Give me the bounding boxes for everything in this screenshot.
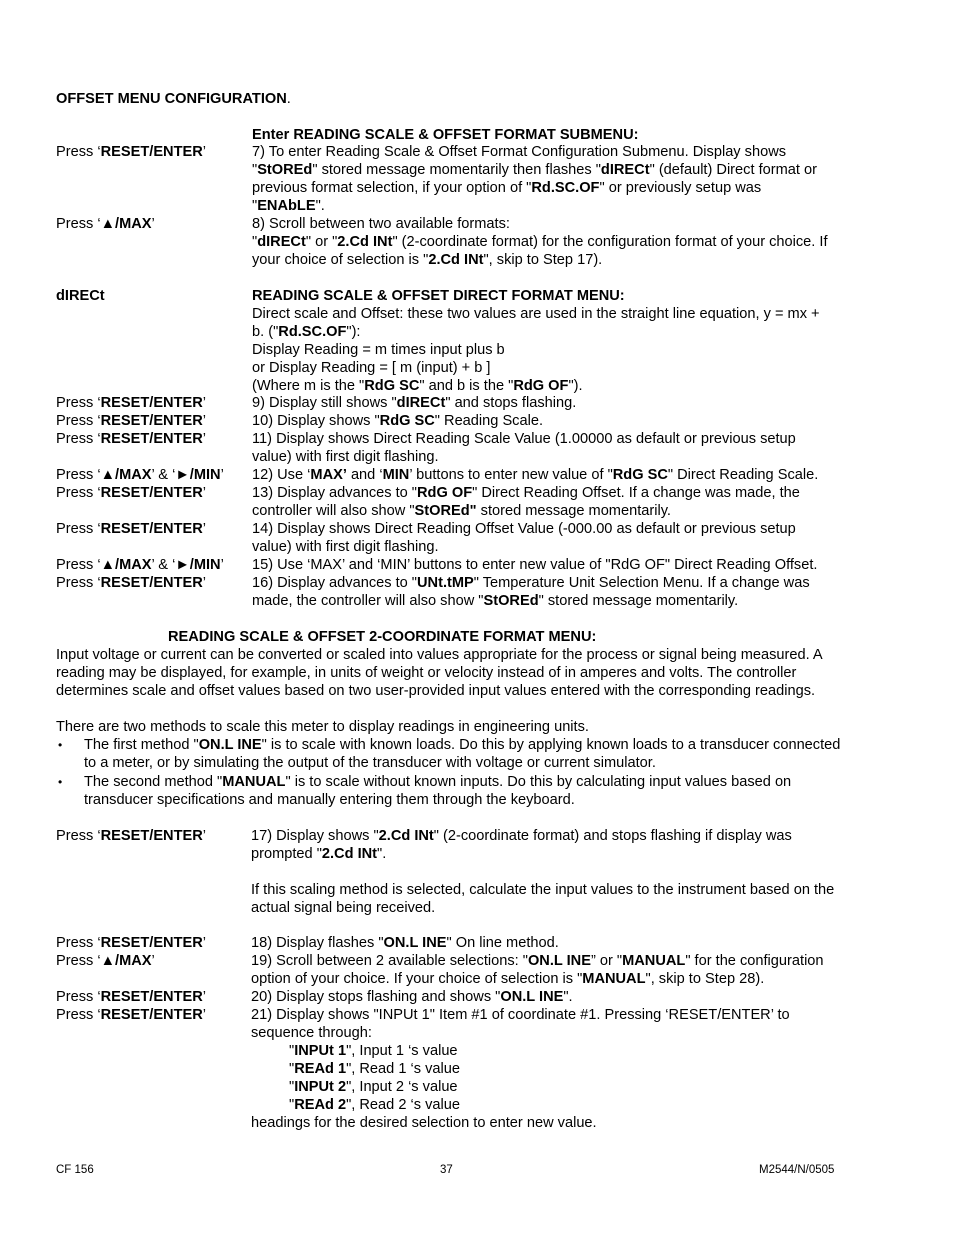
step-11-line-2: value) with first digit flashing. bbox=[252, 449, 439, 465]
step-7-key: Press ‘RESET/ENTER’ bbox=[56, 144, 207, 160]
step-16-line-2: made, the controller will also show "StOREd" stored message momentarily. bbox=[252, 593, 739, 609]
step-9-key: Press ‘RESET/ENTER’ bbox=[56, 395, 207, 411]
step-19-line-2: option of your choice. If your choice of selection is "MANUAL", skip to Step 28). bbox=[251, 971, 765, 987]
bullet-1-line-1: The first method "ON.L INE" is to scale with known loads. Do this by applying known loads to a transducer connected bbox=[84, 737, 841, 753]
direct-line-5: (Where m is the "RdG SC" and b is the "RdG OF"). bbox=[252, 378, 583, 394]
direct-line-4: or Display Reading = [ m (input) + b ] bbox=[252, 360, 491, 376]
step-20-key: Press ‘RESET/ENTER’ bbox=[56, 989, 207, 1005]
direct-menu-title: READING SCALE & OFFSET DIRECT FORMAT MENU: bbox=[252, 288, 625, 304]
step-20-line-1: 20) Display stops flashing and shows "ON.L INE". bbox=[251, 989, 573, 1005]
direct-line-2: b. ("Rd.SC.OF"): bbox=[252, 324, 361, 340]
paragraph-line: determines scale and offset values based on two user-provided input values entered with the corresponding readings. bbox=[56, 683, 816, 699]
step-16-line-1: 16) Display advances to "UNt.tMP" Temperature Unit Selection Menu. If a change was bbox=[252, 575, 810, 591]
step-12-key: Press ‘▲/MAX’ & ‘►/MIN’ bbox=[56, 467, 224, 483]
step-19-line-1: 19) Scroll between 2 available selections: "ON.L INE” or "MANUAL" for the configuration bbox=[251, 953, 824, 969]
step-7-line-4: "ENAbLE". bbox=[252, 198, 325, 214]
step-8-line-2: "dIRECt" or "2.Cd INt" (2-coordinate format) for the configuration format of your choice. If bbox=[252, 234, 828, 250]
step-16-key: Press ‘RESET/ENTER’ bbox=[56, 575, 207, 591]
step-21-line-1: 21) Display shows "INPUt 1" Item #1 of coordinate #1. Pressing ‘RESET/ENTER’ to bbox=[251, 1007, 790, 1023]
step-21-item-input-2: "INPUt 2", Input 2 ‘s value bbox=[289, 1079, 458, 1095]
submenu-title: Enter READING SCALE & OFFSET FORMAT SUBMENU: bbox=[252, 127, 639, 143]
step-21-item-input-1: "INPUt 1", Input 1 ‘s value bbox=[289, 1043, 458, 1059]
step-17-line-3: If this scaling method is selected, calculate the input values to the instrument based on the bbox=[251, 882, 835, 898]
bullet-icon: • bbox=[58, 775, 63, 789]
bullet-icon: • bbox=[58, 738, 63, 752]
step-21-key: Press ‘RESET/ENTER’ bbox=[56, 1007, 207, 1023]
step-11-line-1: 11) Display shows Direct Reading Scale Value (1.00000 as default or previous setup bbox=[252, 431, 796, 447]
step-13-line-2: controller will also show "StOREd" stored message momentarily. bbox=[252, 503, 671, 519]
step-15-line-1: 15) Use ‘MAX’ and ‘MIN’ buttons to enter new value of "RdG OF" Direct Reading Offset. bbox=[252, 557, 818, 573]
step-13-key: Press ‘RESET/ENTER’ bbox=[56, 485, 207, 501]
step-21-item-read-1: "REAd 1", Read 1 ‘s value bbox=[289, 1061, 460, 1077]
step-7-line-3: previous format selection, if your option of "Rd.SC.OF" or previously setup was bbox=[252, 180, 762, 196]
direct-line-1: Direct scale and Offset: these two values are used in the straight line equation, y = mx + bbox=[252, 306, 820, 322]
step-17-line-2: prompted "2.Cd INt". bbox=[251, 846, 387, 862]
step-13-line-1: 13) Display advances to "RdG OF" Direct Reading Offset. If a change was made, the bbox=[252, 485, 800, 501]
step-17-key: Press ‘RESET/ENTER’ bbox=[56, 828, 207, 844]
footer-revision: M2544/N/0505 bbox=[759, 1164, 835, 1176]
step-8-line-1: 8) Scroll between two available formats: bbox=[252, 216, 510, 232]
step-21-line-2: sequence through: bbox=[251, 1025, 372, 1041]
section-heading: OFFSET MENU CONFIGURATION. bbox=[56, 91, 291, 107]
direct-label: dIRECt bbox=[56, 288, 105, 304]
step-7-line-2: "StOREd" stored message momentarily then flashes "dIRECt" (default) Direct format or bbox=[252, 162, 817, 178]
step-10-key: Press ‘RESET/ENTER’ bbox=[56, 413, 207, 429]
step-21-item-read-2: "REAd 2", Read 2 ‘s value bbox=[289, 1097, 460, 1113]
step-19-key: Press ‘▲/MAX’ bbox=[56, 953, 155, 969]
step-12-line-1: 12) Use ‘MAX’ and ‘MIN’ buttons to enter new value of "RdG SC" Direct Reading Scale. bbox=[252, 467, 819, 483]
footer-document-code: CF 156 bbox=[56, 1164, 94, 1176]
step-14-line-2: value) with first digit flashing. bbox=[252, 539, 439, 555]
step-21-line-3: headings for the desired selection to enter new value. bbox=[251, 1115, 597, 1131]
paragraph-line: reading may be displayed, for example, in units of weight or velocity instead of in amperes and volts. The controller bbox=[56, 665, 797, 681]
step-8-key: Press ‘▲/MAX’ bbox=[56, 216, 155, 232]
bullet-2-line-2: transducer specifications and manually entering them through the keyboard. bbox=[84, 792, 575, 808]
two-coordinate-menu-title: READING SCALE & OFFSET 2-COORDINATE FORMAT MENU: bbox=[168, 629, 597, 645]
paragraph-line: Input voltage or current can be converted or scaled into values appropriate for the process or signal being measured. A bbox=[56, 647, 823, 663]
step-11-key: Press ‘RESET/ENTER’ bbox=[56, 431, 207, 447]
step-18-key: Press ‘RESET/ENTER’ bbox=[56, 935, 207, 951]
bullet-2-line-1: The second method "MANUAL" is to scale without known inputs. Do this by calculating input values based on bbox=[84, 774, 792, 790]
footer-page-number: 37 bbox=[440, 1164, 453, 1176]
step-8-line-3: your choice of selection is "2.Cd INt", skip to Step 17). bbox=[252, 252, 603, 268]
direct-line-3: Display Reading = m times input plus b bbox=[252, 342, 505, 358]
step-10-line-1: 10) Display shows "RdG SC" Reading Scale. bbox=[252, 413, 544, 429]
paragraph-line: There are two methods to scale this meter to display readings in engineering units. bbox=[56, 719, 589, 735]
step-14-line-1: 14) Display shows Direct Reading Offset Value (-000.00 as default or previous setup bbox=[252, 521, 796, 537]
step-18-line-1: 18) Display flashes "ON.L INE" On line method. bbox=[251, 935, 559, 951]
step-17-line-1: 17) Display shows "2.Cd INt" (2-coordinate format) and stops flashing if display was bbox=[251, 828, 792, 844]
step-15-key: Press ‘▲/MAX’ & ‘►/MIN’ bbox=[56, 557, 224, 573]
step-14-key: Press ‘RESET/ENTER’ bbox=[56, 521, 207, 537]
step-7-line-1: 7) To enter Reading Scale & Offset Format Configuration Submenu. Display shows bbox=[252, 144, 787, 160]
step-17-line-4: actual signal being received. bbox=[251, 900, 436, 916]
step-9-line-1: 9) Display still shows "dIRECt" and stops flashing. bbox=[252, 395, 577, 411]
bullet-1-line-2: to a meter, or by simulating the output of the transducer with voltage or current simulator. bbox=[84, 755, 656, 771]
